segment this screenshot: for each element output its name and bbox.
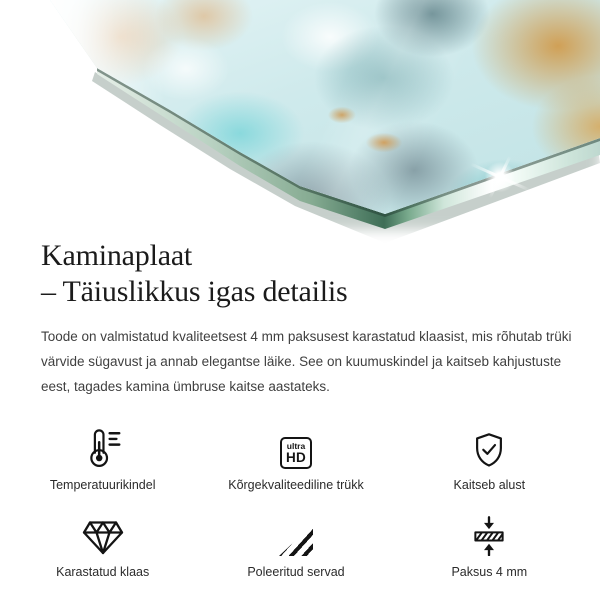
polished-edges-icon (279, 514, 313, 556)
feature-label: Kõrgekvaliteediline trükk (228, 478, 364, 492)
hero-product-image (0, 0, 600, 230)
feature-label: Kaitseb alust (453, 478, 526, 492)
ultra-hd-icon (280, 427, 312, 469)
title-line-1: Kaminaplaat (41, 239, 193, 272)
feature-grid (6, 427, 586, 579)
shield-check-icon (469, 427, 509, 469)
feature-tempered-glass (6, 514, 199, 579)
product-description: Toode on valmistatud kvaliteetsest 4 mm paksusest karastatud klaasist, mis rõhutab trüki värvide sügavust ja annab elegantse läike. See on kuumuskindel ja kaitseb kahjustuste eest, tagades kamina ümbruse kaitse aastateks. (41, 329, 572, 394)
feature-ultra-hd-print (199, 427, 392, 492)
sparkle-glint-icon (470, 147, 530, 207)
feature-label: Poleeritud servad (247, 565, 345, 579)
diamond-icon (81, 514, 125, 556)
page-title (41, 238, 600, 310)
uhd-badge-bottom: HD (286, 449, 306, 465)
thermometer-icon (81, 427, 125, 469)
feature-polished-edges (199, 514, 392, 579)
thickness-icon (469, 514, 509, 556)
uhd-badge-top: ultra (286, 440, 306, 451)
feature-label: Temperatuurikindel (49, 478, 156, 492)
feature-protects-base (393, 427, 586, 492)
feature-temperature-resistant (6, 427, 199, 492)
title-line-2: – Täiuslikkus igas detailis (41, 275, 348, 308)
feature-label: Paksus 4 mm (451, 565, 528, 579)
feature-label: Karastatud klaas (56, 565, 150, 579)
feature-thickness (393, 514, 586, 579)
